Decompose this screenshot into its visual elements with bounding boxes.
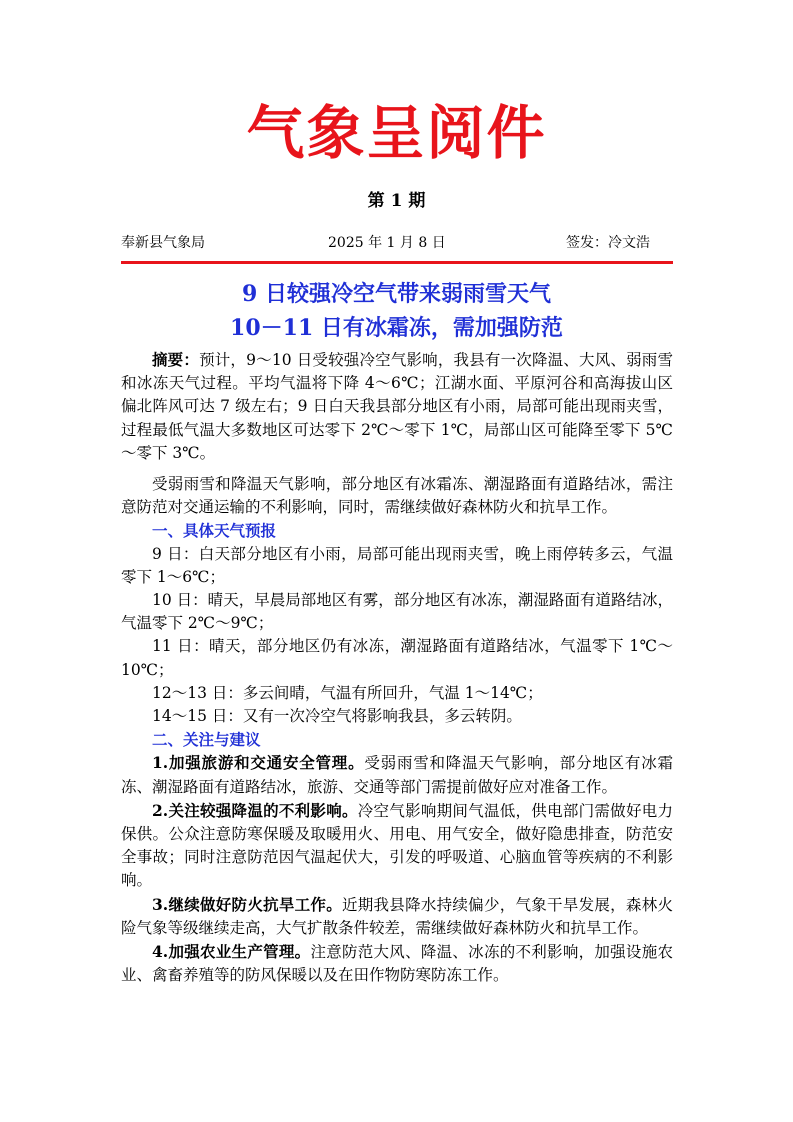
advice-item — [121, 940, 673, 987]
advice-item — [121, 893, 673, 940]
headline-line-1: 9 日较强冷空气带来弱雨雪天气 — [242, 281, 551, 307]
advice-text: 注意防范大风、降温、冰冻的不利影响，加强设施农业、禽畜养殖等的防风保暖以及在田作物防寒防冻工作。 — [121, 943, 673, 985]
advice-item — [121, 751, 673, 798]
forecast-item: 10 日：晴天，早晨局部地区有雾，部分地区有冰冻，潮湿路面有道路结冰，气温零下 2℃～9℃； — [121, 591, 673, 633]
abstract-paragraph — [121, 348, 673, 465]
issuer: 奉新县气象局 — [121, 235, 205, 251]
forecast-item: 11 日：晴天，部分地区仍有冰冻，潮湿路面有道路结冰，气温零下 1℃～10℃； — [121, 637, 673, 679]
intro-paragraph: 受弱雨雪和降温天气影响，部分地区有冰霜冻、潮湿路面有道路结冰，需注意防范对交通运输的不利影响，同时，需继续做好森林防火和抗旱工作。 — [121, 475, 673, 517]
document-body — [121, 348, 673, 987]
advice-item — [121, 799, 673, 893]
section-1-title: 一、具体天气预报 — [152, 521, 277, 541]
section-2-title: 二、关注与建议 — [152, 730, 261, 750]
advice-text: 近期我县降水持续偏少，气象干旱发展，森林火险气象等级继续走高，大气扩散条件较差，需继续做好森林防火和抗旱工作。 — [121, 895, 673, 937]
forecast-item: 12～13 日：多云间晴，气温有所回升，气温 1～14℃； — [152, 683, 543, 702]
advice-text: 冷空气影响期间气温低，供电部门需做好电力保供。公众注意防寒保暖及取暖用火、用电、用气安全，做好隐患排查，防范安全事故；同时注意防范因气温起伏大，引发的呼吸道、心脑血管等疾病的不利影响。 — [121, 801, 673, 890]
masthead-title: 气象呈阅件 — [246, 99, 547, 167]
abstract-text: 预计，9～10 日受较强冷空气影响，我县有一次降温、大风、弱雨雪和冰冻天气过程。平均气温将下降 4～6℃；江湖水面、平原河谷和高海拔山区偏北阵风可达 7 级左右；9 日白天我县部分地区有小雨，局部可能出现雨夹雪，过程最低气温大多数地区可达零下 2℃～零下 1℃，局部山区可能降至零下 5℃～零下 3℃。 — [121, 351, 673, 462]
headline-line-2: 10－11 日有冰霜冻，需加强防范 — [230, 315, 563, 341]
abstract-label: 摘要： — [152, 350, 200, 369]
issue-number: 第 1 期 — [367, 191, 426, 211]
issue-date: 2025 年 1 月 8 日 — [328, 235, 446, 251]
advice-lead: 2.关注较强降温的不利影响。 — [152, 800, 358, 820]
signer: 签发：冷文浩 — [566, 235, 650, 251]
header-divider — [121, 261, 673, 264]
advice-lead: 1.加强旅游和交通安全管理。 — [152, 753, 365, 773]
advice-lead: 3.继续做好防火抗旱工作。 — [152, 894, 342, 914]
advice-text: 受弱雨雪和降温天气影响，部分地区有冰霜冻、潮湿路面有道路结冰，旅游、交通等部门需提前做好应对准备工作。 — [121, 754, 673, 796]
forecast-item: 9 日：白天部分地区有小雨，局部可能出现雨夹雪，晚上雨停转多云，气温零下 1～6℃； — [121, 544, 673, 586]
advice-lead: 4.加强农业生产管理。 — [152, 942, 311, 962]
forecast-item: 14～15 日：又有一次冷空气将影响我县，多云转阴。 — [152, 707, 522, 726]
